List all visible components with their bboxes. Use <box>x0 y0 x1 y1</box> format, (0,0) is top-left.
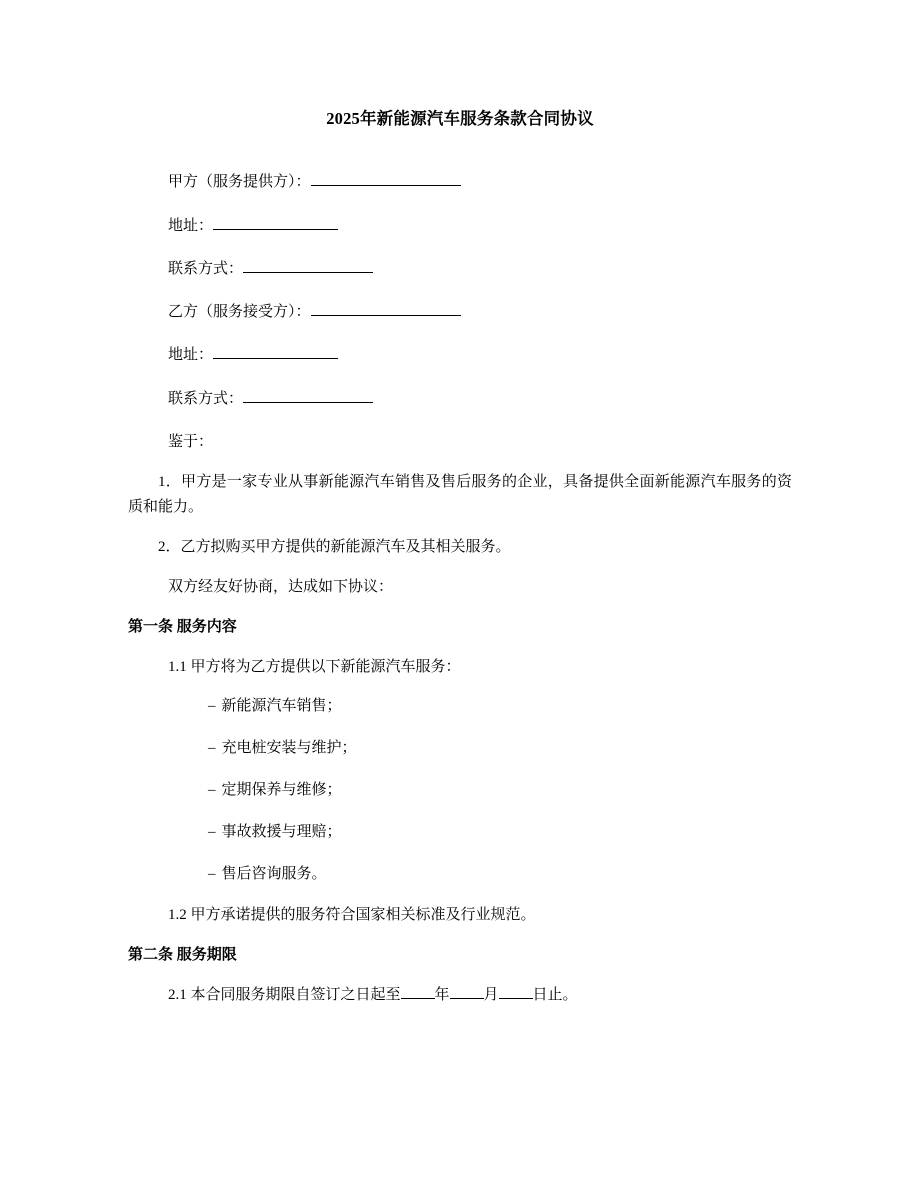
service-bullet-2 <box>128 736 792 762</box>
clause-1-2: 1.2 甲方承诺提供的服务符合国家相关标准及行业规范。 <box>168 907 536 924</box>
service-bullet-label-3: 定期保养与维修； <box>221 782 342 799</box>
service-bullet-label-4: 事故救援与理赔； <box>221 823 342 840</box>
service-bullet-label-5: 售后咨询服务。 <box>221 865 327 882</box>
year-blank[interactable] <box>401 983 435 999</box>
party-blank-buyer-contact[interactable] <box>243 387 373 403</box>
recital-heading: 鉴于： <box>168 433 214 450</box>
bullet-dash-icon: – <box>208 740 216 757</box>
party-label-seller-contact: 联系方式： <box>168 260 244 277</box>
agreement-intro: 双方经友好协商，达成如下协议： <box>168 579 394 596</box>
party-blank-seller-address[interactable] <box>213 214 338 230</box>
service-bullet-4 <box>128 820 792 846</box>
clause-1-1: 1.1 甲方将为乙方提供以下新能源汽车服务： <box>168 658 461 675</box>
day-unit: 日止。 <box>532 987 578 1004</box>
bullet-dash-icon: – <box>208 823 216 840</box>
party-label-buyer: 乙方（服务接受方）： <box>168 304 311 321</box>
year-unit: 年 <box>434 987 450 1004</box>
clause-2-1-prefix: 2.1 本合同服务期限自签订之日起至 <box>168 987 401 1004</box>
recital-item-1: 1．甲方是一家专业从事新能源汽车销售及售后服务的企业，具备提供全面新能源汽车服务的资质和能力。 <box>128 473 792 516</box>
party-line-seller-address <box>128 214 792 238</box>
party-label-seller-address: 地址： <box>168 217 214 234</box>
title-spacer <box>128 132 792 170</box>
party-line-buyer-contact <box>128 387 792 411</box>
clause-2-1 <box>128 983 792 1009</box>
bullet-dash-icon: – <box>208 782 216 799</box>
day-blank[interactable] <box>499 983 533 999</box>
service-bullet-5 <box>128 862 792 888</box>
month-unit: 月 <box>483 987 499 1004</box>
party-label-seller: 甲方（服务提供方）： <box>168 174 311 191</box>
party-line-buyer <box>128 300 792 324</box>
page-title: 2025年新能源汽车服务条款合同协议 <box>326 109 594 128</box>
party-blank-seller-contact[interactable] <box>243 257 373 273</box>
party-line-buyer-address <box>128 343 792 367</box>
party-blank-buyer[interactable] <box>311 300 461 316</box>
party-blank-buyer-address[interactable] <box>213 343 338 359</box>
party-label-buyer-contact: 联系方式： <box>168 390 244 407</box>
section-heading-1: 第一条 服务内容 <box>128 618 237 635</box>
bullet-dash-icon: – <box>208 698 216 715</box>
month-blank[interactable] <box>450 983 484 999</box>
bullet-dash-icon: – <box>208 865 216 882</box>
party-line-seller-contact <box>128 257 792 281</box>
service-bullet-label-2: 充电桩安装与维护； <box>221 740 357 757</box>
recital-item-2: 2．乙方拟购买甲方提供的新能源汽车及其相关服务。 <box>158 539 511 556</box>
party-label-buyer-address: 地址： <box>168 347 214 364</box>
service-bullet-1 <box>128 694 792 720</box>
party-line-seller <box>128 170 792 194</box>
party-blank-seller[interactable] <box>311 170 461 186</box>
service-bullet-label-1: 新能源汽车销售； <box>221 698 342 715</box>
service-bullet-3 <box>128 778 792 804</box>
section-heading-2: 第二条 服务期限 <box>128 947 237 964</box>
